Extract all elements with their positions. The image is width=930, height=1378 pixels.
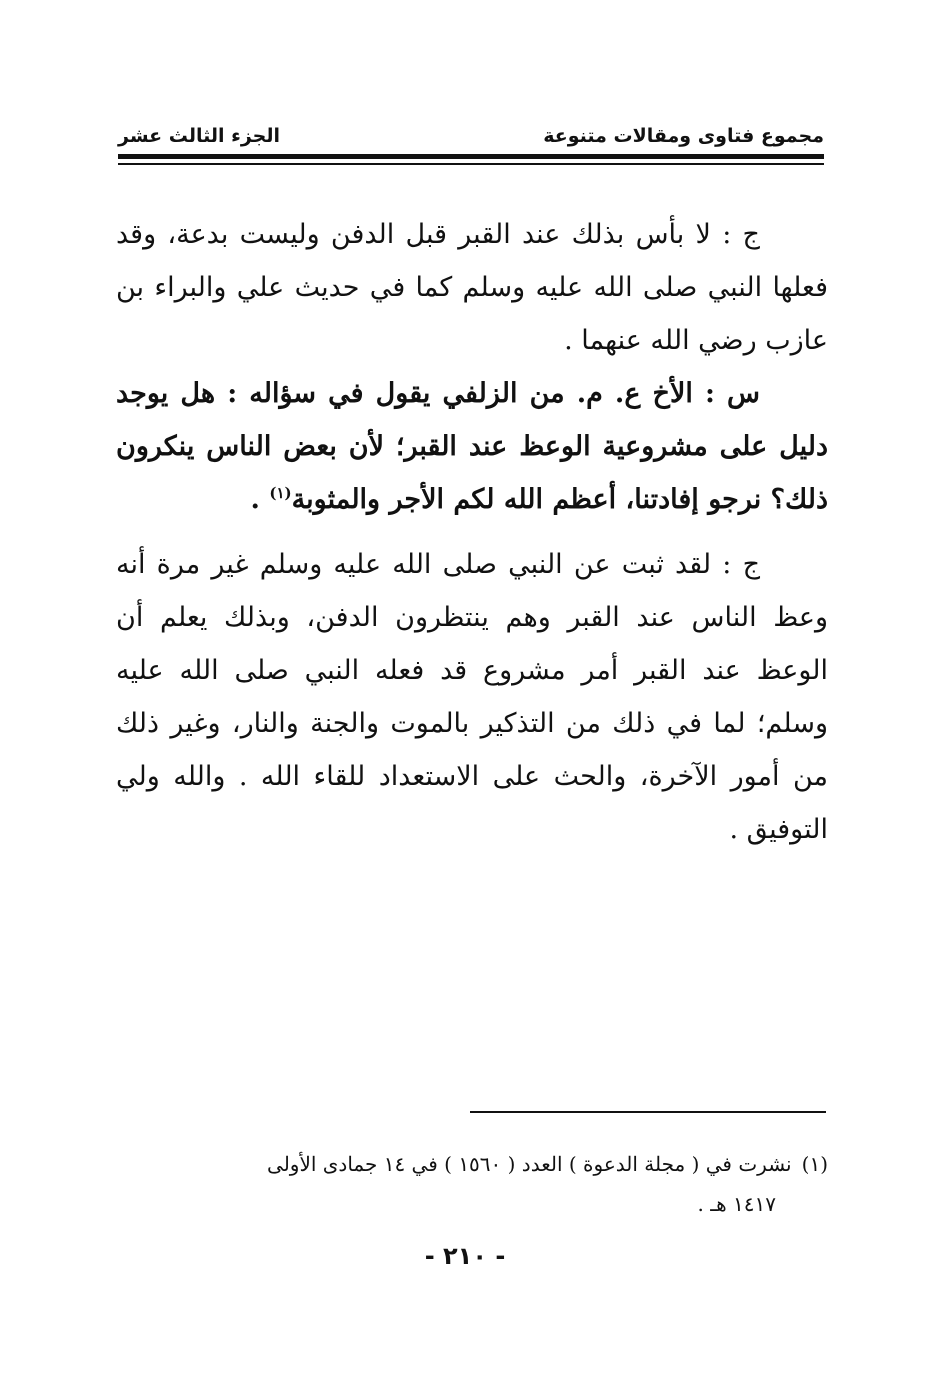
book-title: مجموع فتاوى ومقالات متنوعة	[543, 125, 824, 147]
footnote-line-2: ١٤١٧ هـ .	[697, 1192, 776, 1216]
answer-paragraph-2	[116, 538, 828, 856]
answer-marker: ج :	[722, 219, 760, 250]
answer-paragraph-1	[116, 208, 828, 367]
question-paragraph	[116, 367, 828, 526]
question-marker: س :	[704, 378, 761, 409]
volume-label: الجزء الثالث عشر	[118, 125, 281, 147]
question-text: الأخ ع. م. من الزلفي يقول في سؤاله : هل يوجد دليل على مشروعية الوعظ عند القبر؛ لأن بعض الناس ينكرون ذلك؟ نرجو إفادتنا، أعظم الله لكم الأجر والمثوبة	[116, 378, 828, 515]
page-number: - ٢١٠ -	[424, 1242, 506, 1270]
main-text	[116, 208, 828, 856]
footnote-line-1: نشرت في ( مجلة الدعوة ) العدد ( ١٥٦٠ ) في ١٤ جمادى الأولى	[267, 1152, 792, 1176]
footnote	[116, 1144, 828, 1224]
question-end: .	[250, 484, 260, 515]
footnote-reference[interactable]: (١)	[269, 484, 292, 502]
answer-text: لا بأس بذلك عند القبر قبل الدفن وليست بدعة، وقد فعلها النبي صلى الله عليه وسلم كما في حديث علي والبراء بن عازب رضي الله عنهما .	[116, 219, 828, 356]
header-rule-thick	[118, 154, 824, 159]
footnote-separator	[470, 1111, 826, 1113]
header-rule-thin	[118, 163, 824, 165]
running-header	[118, 122, 824, 150]
answer-text: لقد ثبت عن النبي صلى الله عليه وسلم غير مرة أنه وعظ الناس عند القبر وهم ينتظرون الدفن، وبذلك يعلم أن الوعظ عند القبر أمر مشروع قد فعله النبي صلى الله عليه وسلم؛ لما في ذلك من التذكير بالموت والجنة والنار، وغير ذلك من أمور الآخرة، والحث على الاستعداد للقاء الله . والله ولي التوفيق .	[116, 549, 828, 845]
answer-marker: ج :	[722, 549, 760, 580]
footnote-number: (١)	[801, 1152, 828, 1176]
